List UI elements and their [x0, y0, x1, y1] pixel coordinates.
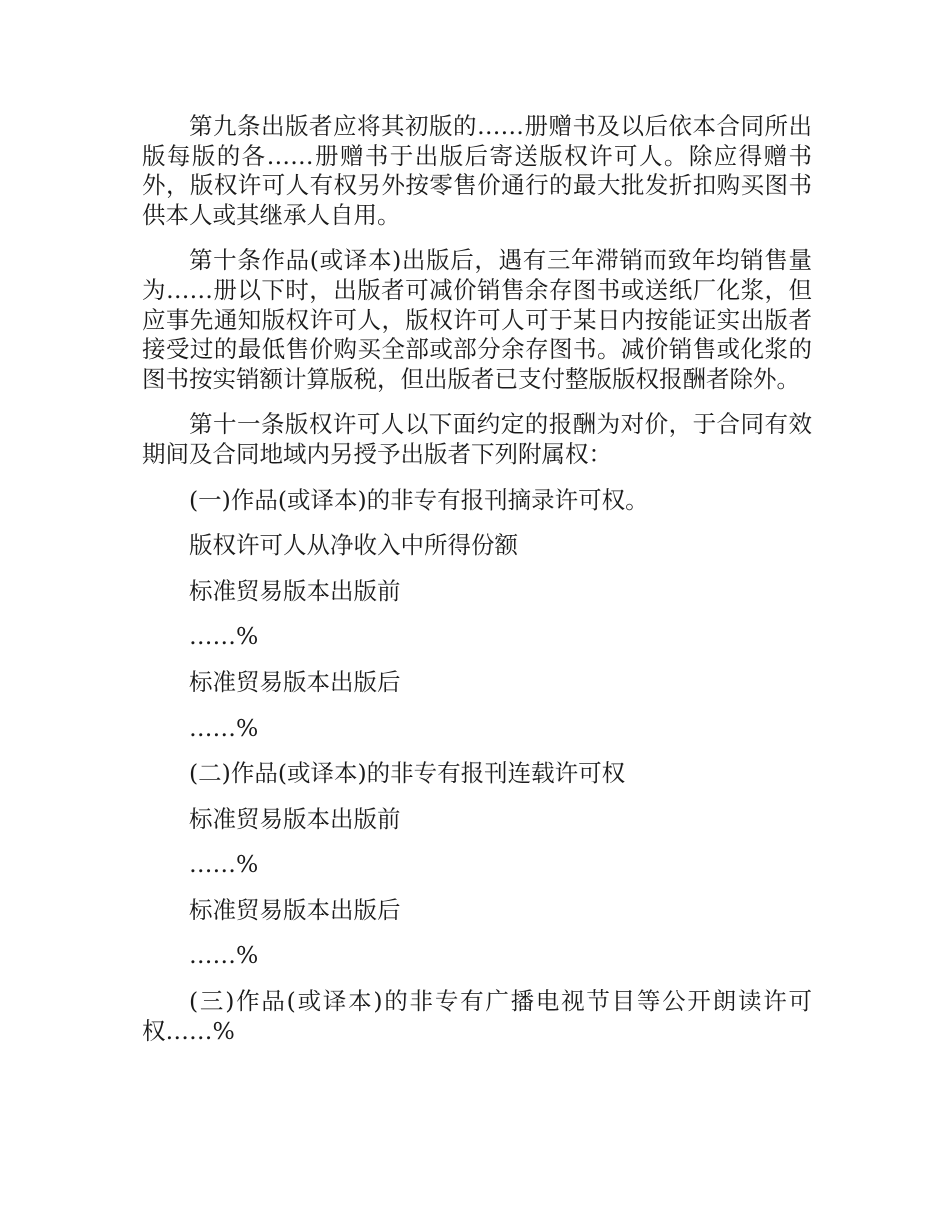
subsidiary-right-3-paragraph: (三)作品(或译本)的非专有广播电视节目等公开朗读许可权……% [142, 987, 812, 1045]
percentage-value: ……% [189, 941, 259, 970]
licensor-share-label: 版权许可人从净收入中所得份额 [189, 531, 518, 560]
percentage-value: ……% [189, 713, 259, 742]
after-trade-edition-label: 标准贸易版本出版后 [189, 667, 401, 696]
clause-11-paragraph: 第十一条版权许可人以下面约定的报酬为对价，于合同有效期间及合同地域内另授予出版者下列附属权： [142, 410, 812, 468]
after-trade-edition-label: 标准贸易版本出版后 [189, 895, 401, 924]
subsidiary-right-1-heading: (一)作品(或译本)的非专有报刊摘录许可权。 [189, 485, 649, 514]
clause-9-paragraph: 第九条出版者应将其初版的……册赠书及以后依本合同所出版每版的各……册赠书于出版后寄送版权许可人。除应得赠书外，版权许可人有权另外按零售价通行的最大批发折扣购买图书供本人或其继承人自用。 [142, 112, 812, 229]
percentage-value: ……% [189, 622, 259, 651]
subsidiary-right-2-heading: (二)作品(或译本)的非专有报刊连载许可权 [189, 759, 626, 788]
before-trade-edition-label: 标准贸易版本出版前 [189, 576, 401, 605]
document-body [142, 112, 812, 1062]
before-trade-edition-label: 标准贸易版本出版前 [189, 804, 401, 833]
clause-10-paragraph: 第十条作品(或译本)出版后，遇有三年滞销而致年均销售量为……册以下时，出版者可减价销售余存图书或送纸厂化浆，但应事先通知版权许可人，版权许可人可于某日内按能证实出版者接受过的最低售价购买全部或部分余存图书。减价销售或化浆的图书按实销额计算版税，但出版者已支付整版版权报酬者除外。 [142, 246, 812, 393]
percentage-value: ……% [189, 850, 259, 879]
